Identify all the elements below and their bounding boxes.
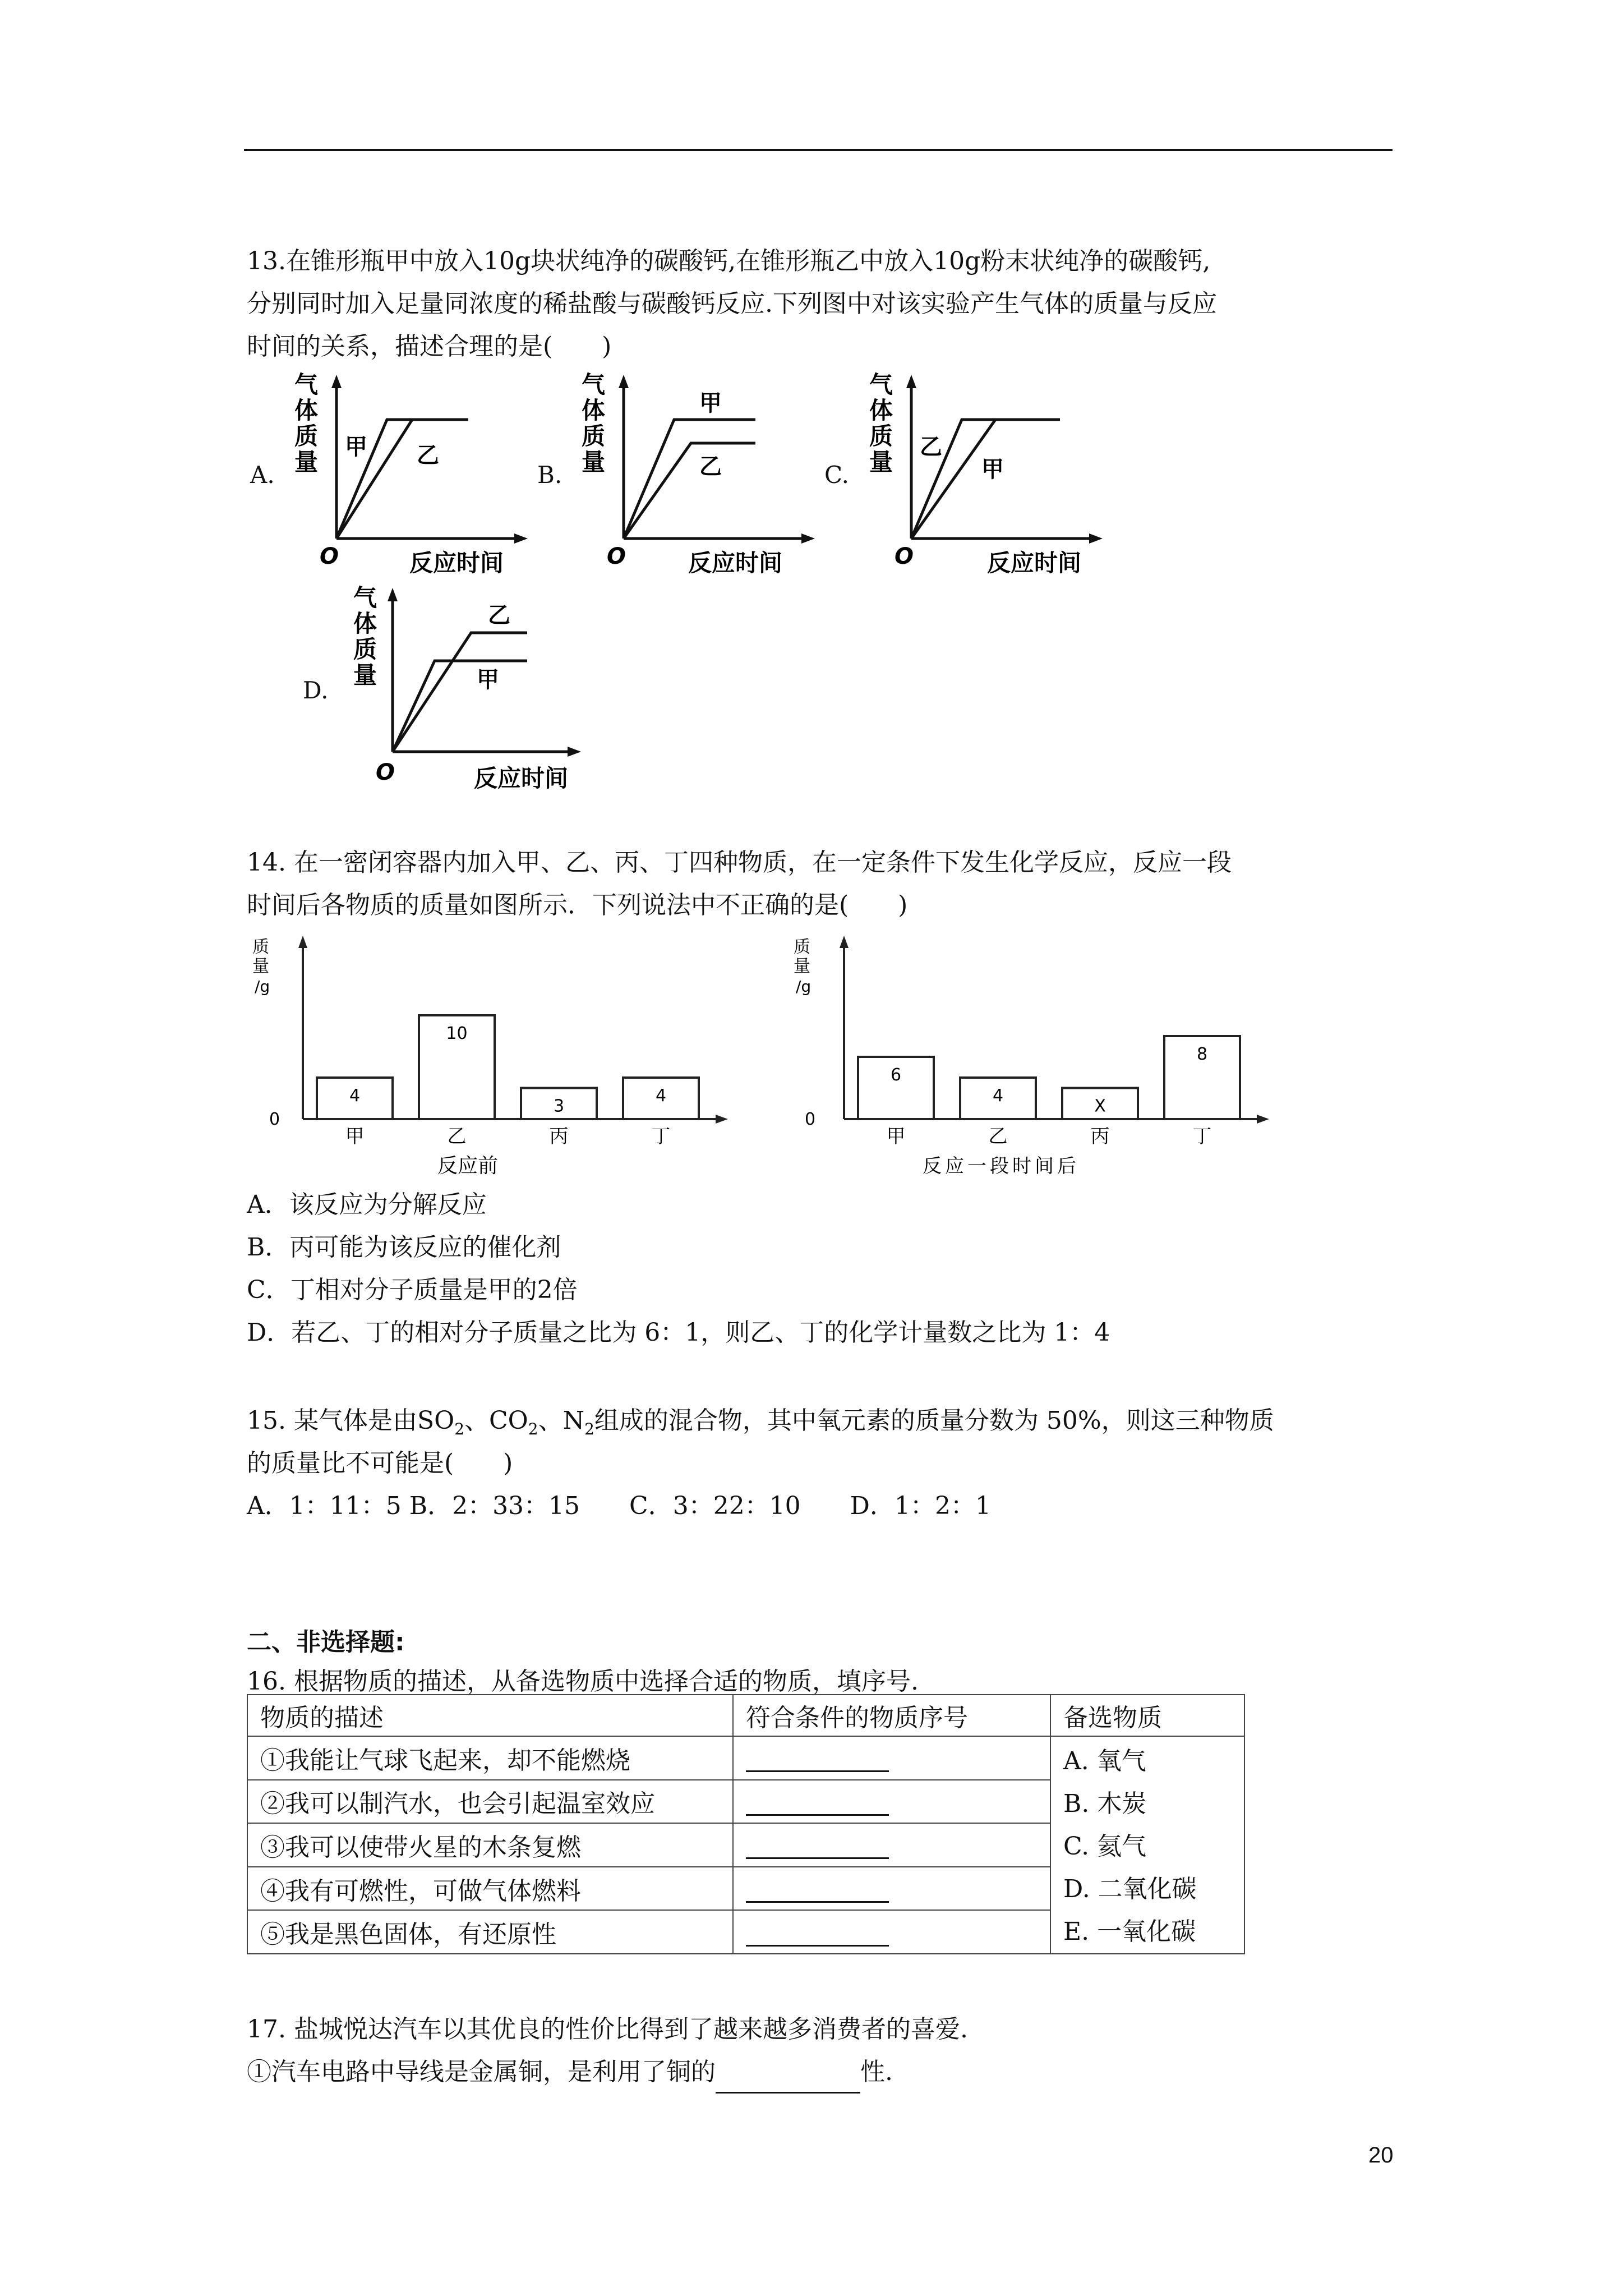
answer-blank-cell[interactable] [733,1910,1050,1954]
graph-ylabel-2: 体 [353,610,377,637]
q14-option-b: B．丙可能为该反应的催化剂 [247,1233,561,1262]
q13-line-1: 13.在锥形瓶甲中放入10g块状纯净的碳酸钙,在锥形瓶乙中放入10g粉末状纯净的碳酸钙, [247,247,1211,275]
bar-value-label: 6 [890,1065,902,1085]
q15-text-a: 15. 某气体是由SO [247,1406,455,1435]
candidate-item: E. 一氧化碳 [1063,1917,1196,1946]
description-cell: ③我可以使带火星的木条复燃 [247,1823,733,1867]
answer-blank[interactable] [746,1920,889,1947]
category-label: 丙 [1090,1125,1110,1148]
graph-ylabel-2: 体 [582,397,606,424]
category-label: 丁 [1192,1125,1212,1148]
table-header: 备选物质 [1050,1695,1244,1736]
category-label: 乙 [447,1125,467,1148]
graph-ylabel-4: 量 [582,448,606,476]
q13-graph-a [283,370,530,583]
q17-text-suffix: 性. [860,2058,893,2086]
answer-blank-cell[interactable] [733,1823,1050,1867]
q14-option-c: C．丁相对分子质量是甲的2倍 [247,1276,578,1304]
q17-answer-blank[interactable] [716,2067,860,2093]
answer-blank[interactable] [746,1789,889,1816]
graph-xlabel: 反应时间 [409,549,504,577]
graph-origin: O [376,760,395,785]
q17-line-1: 17. 盐城悦达汽车以其优良的性价比得到了越来越多消费者的喜爱. [247,2015,968,2044]
description-cell: ⑤我是黑色固体，有还原性 [247,1910,733,1954]
q13-graph-c [858,370,1105,583]
answer-blank[interactable] [746,1833,889,1859]
q14-line-2: 时间后各物质的质量如图所示．下列说法中不正确的是( ) [247,891,908,919]
bar-value-label: 10 [446,1024,468,1043]
q15-sub-n2: 2 [584,1419,594,1438]
q14-option-a: A．该反应为分解反应 [247,1190,487,1219]
q14-option-d: D．若乙、丁的相对分子质量之比为 6：1，则乙、丁的化学计量数之比为 1：4 [247,1318,1110,1347]
category-label: 甲 [886,1125,906,1148]
q17-text-prefix: ①汽车电路中导线是金属铜，是利用了铜的 [247,2058,716,2086]
chart-ylabel-2: 量 [794,956,810,976]
answer-blank[interactable] [746,1876,889,1903]
candidate-item: C. 氦气 [1063,1832,1147,1861]
q14-chart-after [788,931,1293,1189]
q15-text-b: 、CO [464,1406,528,1435]
answer-blank-cell[interactable] [733,1780,1050,1824]
q13-option-c-label: C. [824,461,849,489]
graph-ylabel-3: 质 [353,636,377,663]
answer-blank-cell[interactable] [733,1736,1050,1780]
graph-xlabel: 反应时间 [688,549,783,577]
bar-value-label: 4 [992,1086,1004,1106]
graph-ylabel-4: 量 [353,661,377,689]
chart-origin: 0 [269,1110,280,1129]
page-number: 20 [1368,2143,1394,2168]
table-header-row [247,1695,1244,1736]
graph-xlabel: 反应时间 [474,765,569,792]
graph-d-lower-label: 甲 [477,667,499,693]
description-cell: ①我能让气球飞起来，却不能燃烧 [247,1736,733,1780]
category-label: 甲 [345,1125,365,1148]
q15-sub-co2: 2 [528,1419,538,1438]
q15-text-d: 组成的混合物，其中氧元素的质量分数为 50%，则这三种物质 [594,1406,1274,1435]
chart-ylabel-3: /g [796,977,811,996]
table-header: 符合条件的物质序号 [733,1695,1050,1736]
answer-blank[interactable] [746,1746,889,1772]
chart-ylabel-2: 量 [252,956,269,976]
candidate-item: B. 木炭 [1063,1789,1147,1818]
q15-line-2: 的质量比不可能是( ) [247,1449,513,1478]
bar-value-label: X [1094,1096,1106,1116]
category-label: 丙 [549,1125,569,1148]
graph-a-upper-label: 甲 [345,434,367,460]
description-cell: ④我有可燃性，可做气体燃料 [247,1867,733,1911]
header-rule [244,149,1393,151]
graph-ylabel-1: 气 [294,371,319,398]
candidates-cell [1050,1736,1244,1954]
graph-ylabel-1: 气 [869,371,893,398]
graph-b-upper-label: 甲 [699,390,722,416]
q14-line-1: 14. 在一密闭容器内加入甲、乙、丙、丁四种物质，在一定条件下发生化学反应，反应一段 [247,848,1232,877]
answer-blank-cell[interactable] [733,1867,1050,1911]
q16-table [247,1694,1245,1954]
category-label: 丁 [651,1125,671,1148]
q15-sub-so2: 2 [454,1419,465,1438]
graph-c-upper-label: 乙 [920,434,942,460]
q13-option-a-label: A. [250,461,275,489]
graph-xlabel: 反应时间 [987,549,1082,577]
chart-origin: 0 [805,1110,816,1129]
graph-ylabel-3: 质 [582,422,606,450]
graph-b-lower-label: 乙 [699,454,722,480]
chart-xlabel: 反应一段时间后 [923,1155,1080,1177]
section-2-title: 二、非选择题: [247,1628,405,1657]
table-row [247,1736,1244,1780]
graph-ylabel-1: 气 [353,584,377,611]
q15-options: A．1：11：5 B．2：33：15 C．3：22：10 D．1：2：1 [247,1492,991,1520]
graph-ylabel-3: 质 [869,422,893,450]
q16-intro: 16. 根据物质的描述，从备选物质中选择合适的物质，填序号. [247,1667,919,1696]
graph-ylabel-2: 体 [869,397,893,424]
q15-text-c: 、N [538,1406,585,1435]
q13-graph-d [336,583,583,797]
graph-ylabel-1: 气 [582,371,606,398]
bar-value-label: 4 [655,1086,667,1106]
q14-chart-before [247,931,751,1189]
graph-a-lower-label: 乙 [417,443,439,468]
q13-option-d-label: D. [303,677,329,704]
graph-ylabel-4: 量 [294,448,319,476]
graph-ylabel-2: 体 [294,397,319,424]
graph-d-upper-label: 乙 [488,602,510,628]
q17-line-2 [247,2051,893,2093]
category-label: 乙 [988,1125,1008,1148]
description-cell: ②我可以制汽水，也会引起温室效应 [247,1780,733,1824]
graph-c-lower-label: 甲 [981,457,1004,482]
chart-ylabel-1: 质 [252,937,269,957]
bar-value-label: 4 [349,1086,361,1106]
q13-line-3: 时间的关系，描述合理的是( ) [247,332,612,361]
graph-origin: O [607,544,626,569]
bar-value-label: 3 [553,1096,565,1116]
graph-origin: O [320,544,339,569]
chart-ylabel-3: /g [255,977,270,996]
q13-option-b-label: B. [537,461,562,489]
candidate-item: A. 氧气 [1063,1747,1146,1775]
bar-value-label: 8 [1196,1045,1208,1064]
graph-ylabel-3: 质 [294,422,319,450]
table-header: 物质的描述 [247,1695,733,1736]
candidate-item: D. 二氧化碳 [1063,1875,1197,1903]
chart-ylabel-1: 质 [794,937,810,957]
chart-xlabel: 反应前 [437,1154,499,1177]
q13-line-2: 分别同时加入足量同浓度的稀盐酸与碳酸钙反应.下列图中对该实验产生气体的质量与反应 [247,289,1217,318]
q13-graph-b [570,370,817,583]
graph-ylabel-4: 量 [869,448,893,476]
graph-origin: O [895,544,914,569]
